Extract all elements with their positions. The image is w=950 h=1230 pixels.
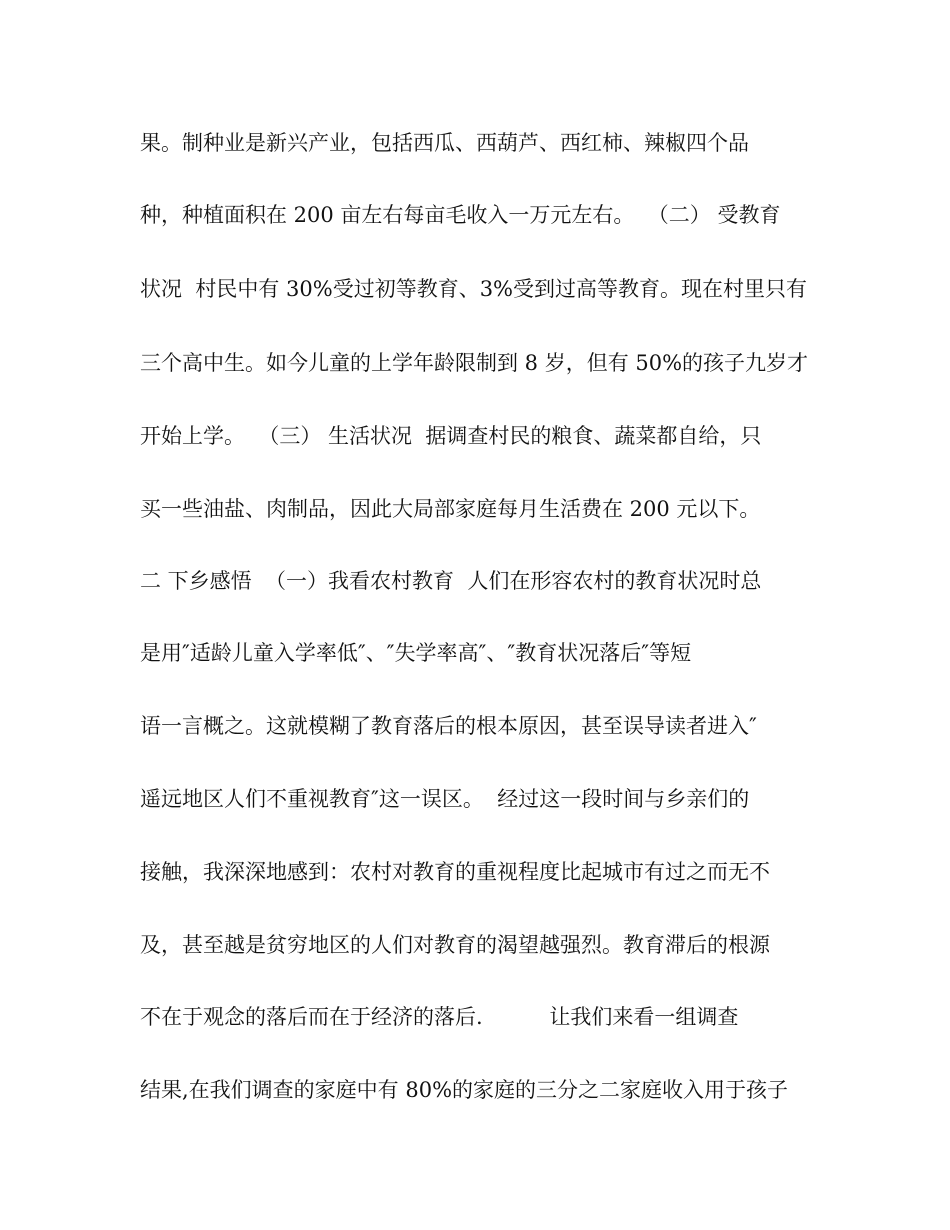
text-line-6: 买一些油盐、肉制品，因此大局部家庭每月生活费在 200 元以下。 — [140, 497, 761, 521]
text-line-1: 果。制种业是新兴产业，包括西瓜、西葫芦、西红柿、辣椒四个品 — [140, 131, 749, 155]
text-line-12: 及，甚至越是贫穷地区的人们对教育的渴望越强烈。教育滞后的根源 — [140, 933, 770, 957]
text-line-3: 状况 村民中有 30%受过初等教育、3%受到过高等教育。现在村里只有 — [140, 277, 808, 301]
text-line-9: 语一言概之。这就模糊了教育落后的根本原因，甚至误导读者进入″ — [140, 714, 757, 738]
text-line-2: 种，种植面积在 200 亩左右每亩毛收入一万元左右。 （二） 受教育 — [140, 203, 781, 227]
text-line-14: 结果,在我们调查的家庭中有 80%的家庭的三分之二家庭收入用于孩子 — [140, 1078, 789, 1102]
text-line-11: 接触，我深深地感到：农村对教育的重视程度比起城市有过之而无不 — [140, 860, 770, 884]
text-line-10: 遥远地区人们不重视教育″这一误区。 经过这一段时间与乡亲们的 — [140, 787, 750, 811]
text-line-5: 开始上学。 （三） 生活状况 据调查村民的粮食、蔬菜都自给，只 — [140, 424, 762, 448]
text-line-8: 是用″适龄儿童入学率低″、″失学率高″、″教育状况落后″等短 — [140, 641, 692, 665]
text-line-4: 三个高中生。如今儿童的上学年龄限制到 8 岁，但有 50%的孩子九岁才 — [140, 351, 809, 375]
text-line-13: 不在于观念的落后而在于经济的落后. 让我们来看一组调查 — [140, 1005, 739, 1029]
text-line-7: 二 下乡感悟 （一）我看农村教育 人们在形容农村的教育状况时总 — [140, 569, 762, 593]
